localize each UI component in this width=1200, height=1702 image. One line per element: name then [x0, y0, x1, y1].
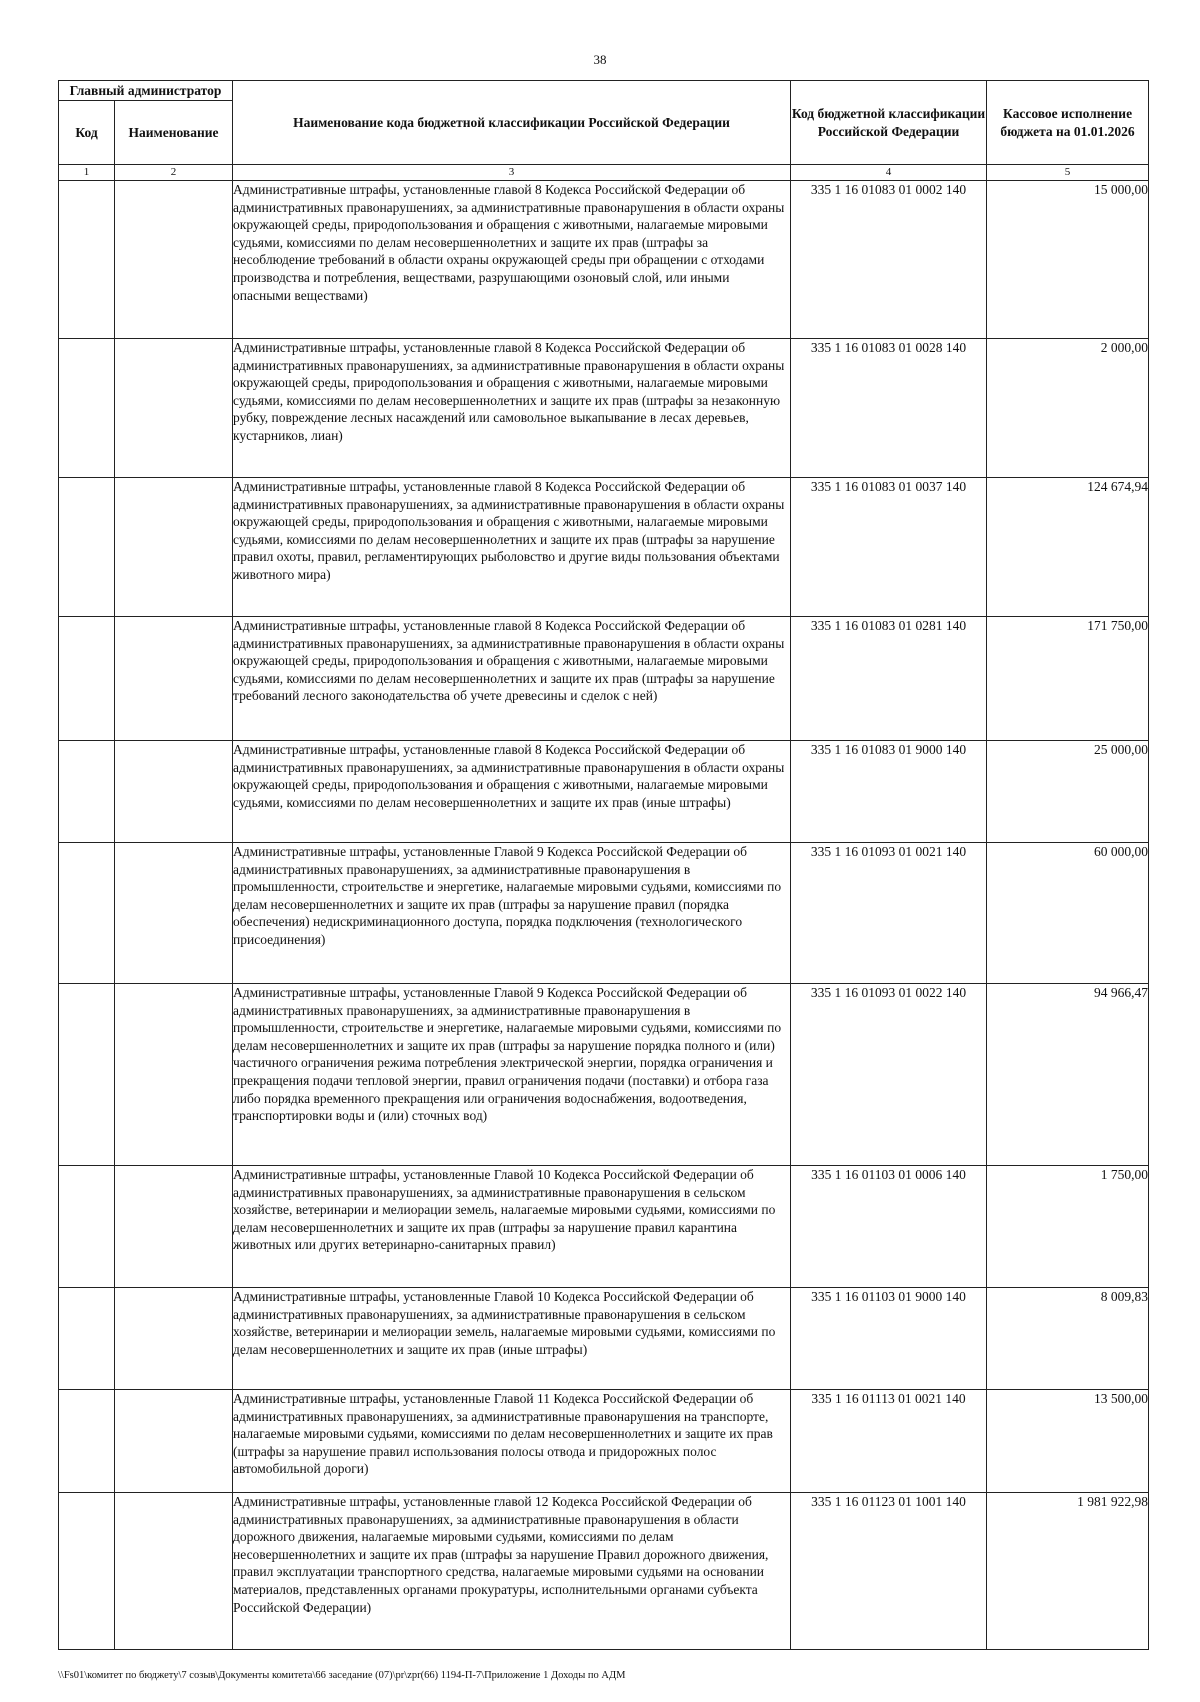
admin-code-cell	[59, 984, 115, 1166]
admin-name-cell	[115, 617, 233, 741]
admin-code-cell	[59, 478, 115, 617]
admin-code-cell	[59, 181, 115, 339]
classification-code: 335 1 16 01123 01 1001 140	[791, 1493, 987, 1650]
header-chief-administrator: Главный администратор	[59, 81, 233, 101]
classification-description: Административные штрафы, установленные главой 8 Кодекса Российской Федерации об административных правонарушениях, за административные правонарушения в области охраны окружающей среды, природопользования и обращения с животными, налагаемые мировыми судьями, комиссиями по делам несовершеннолетних и защите их прав (штрафы за нарушение правил охоты, правил, регламентирующих рыболовство и другие виды пользования объектами животного мира)	[233, 478, 791, 617]
execution-amount: 124 674,94	[987, 478, 1149, 617]
execution-amount: 8 009,83	[987, 1288, 1149, 1390]
header-classification-name: Наименование кода бюджетной классификации Российской Федерации	[233, 81, 791, 165]
execution-amount: 2 000,00	[987, 339, 1149, 478]
classification-code: 335 1 16 01083 01 0002 140	[791, 181, 987, 339]
execution-amount: 60 000,00	[987, 843, 1149, 984]
table-row	[59, 181, 1149, 339]
admin-name-cell	[115, 181, 233, 339]
page-number: 38	[593, 52, 607, 67]
header-name: Наименование	[115, 101, 233, 165]
admin-code-cell	[59, 1390, 115, 1493]
admin-name-cell	[115, 478, 233, 617]
admin-name-cell	[115, 1493, 233, 1650]
classification-description: Административные штрафы, установленные главой 8 Кодекса Российской Федерации об административных правонарушениях, за административные правонарушения в области охраны окружающей среды, природопользования и обращения с животными, налагаемые мировыми судьями, комиссиями по делам несовершеннолетних и защите их прав (штрафы за несоблюдение требований в области охраны окружающей среды при обращении с отходами производства и потребления, веществами, разрушающими озоновый слой, или иными опасными веществами)	[233, 181, 791, 339]
execution-amount: 1 750,00	[987, 1166, 1149, 1288]
admin-code-cell	[59, 617, 115, 741]
footer-file-path: \\Fs01\комитет по бюджету\7 созыв\Документы комитета\66 заседание (07)\pr\zpr(66) 1194-П-7\Приложение 1 Доходы по АДМ	[58, 1670, 626, 1681]
admin-name-cell	[115, 843, 233, 984]
classification-description: Административные штрафы, установленные главой 8 Кодекса Российской Федерации об административных правонарушениях, за административные правонарушения в области охраны окружающей среды, природопользования и обращения с животными, налагаемые мировыми судьями, комиссиями по делам несовершеннолетних и защите их прав (штрафы за нарушение требований лесного законодательства об учете древесины и сделок с ней)	[233, 617, 791, 741]
classification-code: 335 1 16 01113 01 0021 140	[791, 1390, 987, 1493]
execution-amount: 1 981 922,98	[987, 1493, 1149, 1650]
execution-amount: 171 750,00	[987, 617, 1149, 741]
admin-code-cell	[59, 1166, 115, 1288]
classification-description: Административные штрафы, установленные Главой 9 Кодекса Российской Федерации об административных правонарушениях, за административные правонарушения в промышленности, строительстве и энергетике, налагаемые мировыми судьями, комиссиями по делам несовершеннолетних и защите их прав (штрафы за нарушение правил (порядка обеспечения) недискриминационного доступа, порядка подключения (технологического присоединения)	[233, 843, 791, 984]
table-row	[59, 1166, 1149, 1288]
table-row	[59, 1288, 1149, 1390]
admin-name-cell	[115, 1390, 233, 1493]
admin-name-cell	[115, 339, 233, 478]
table-row	[59, 1390, 1149, 1493]
budget-table	[58, 80, 1149, 1650]
admin-name-cell	[115, 1166, 233, 1288]
table-row	[59, 478, 1149, 617]
header-classification-code: Код бюджетной классификации Российской Федерации	[791, 81, 987, 165]
admin-name-cell	[115, 1288, 233, 1390]
execution-amount: 94 966,47	[987, 984, 1149, 1166]
header-code: Код	[59, 101, 115, 165]
classification-description: Административные штрафы, установленные главой 12 Кодекса Российской Федерации об административных правонарушениях, за административные правонарушения в области дорожного движения, налагаемые мировыми судьями, комиссиями по делам несовершеннолетних и защите их прав (штрафы за нарушение Правил дорожного движения, правил эксплуатации транспортного средства, налагаемые мировыми судьями на основании материалов, представленных органами прокуратуры, исполнительными органами субъекта Российской Федерации)	[233, 1493, 791, 1650]
table-row	[59, 339, 1149, 478]
classification-code: 335 1 16 01083 01 9000 140	[791, 741, 987, 843]
header-cash-execution: Кассовое исполнение бюджета на 01.01.2026	[987, 81, 1149, 165]
classification-code: 335 1 16 01103 01 9000 140	[791, 1288, 987, 1390]
admin-name-cell	[115, 984, 233, 1166]
classification-code: 335 1 16 01083 01 0281 140	[791, 617, 987, 741]
column-number: 4	[791, 165, 987, 181]
classification-description: Административные штрафы, установленные Главой 10 Кодекса Российской Федерации об административных правонарушениях, за административные правонарушения в сельском хозяйстве, ветеринарии и мелиорации земель, налагаемые мировыми судьями, комиссиями по делам несовершеннолетних и защите их прав (иные штрафы)	[233, 1288, 791, 1390]
table-row	[59, 741, 1149, 843]
table-row	[59, 617, 1149, 741]
classification-description: Административные штрафы, установленные Главой 10 Кодекса Российской Федерации об административных правонарушениях, за административные правонарушения в сельском хозяйстве, ветеринарии и мелиорации земель, налагаемые мировыми судьями, комиссиями по делам несовершеннолетних и защите их прав (штрафы за нарушение правил карантина животных или других ветеринарно-санитарных правил)	[233, 1166, 791, 1288]
admin-code-cell	[59, 741, 115, 843]
classification-description: Административные штрафы, установленные главой 8 Кодекса Российской Федерации об административных правонарушениях, за административные правонарушения в области охраны окружающей среды, природопользования и обращения с животными, налагаемые мировыми судьями, комиссиями по делам несовершеннолетних и защите их прав (штрафы за незаконную рубку, повреждение лесных насаждений или самовольное выкапывание в лесах деревьев, кустарников, лиан)	[233, 339, 791, 478]
classification-code: 335 1 16 01083 01 0037 140	[791, 478, 987, 617]
classification-code: 335 1 16 01103 01 0006 140	[791, 1166, 987, 1288]
column-number-row	[59, 165, 1149, 181]
classification-code: 335 1 16 01093 01 0021 140	[791, 843, 987, 984]
classification-description: Административные штрафы, установленные Главой 11 Кодекса Российской Федерации об административных правонарушениях, за административные правонарушения на транспорте, налагаемые мировыми судьями, комиссиями по делам несовершеннолетних и защите их прав (штрафы за нарушение правил использования полосы отвода и придорожных полос автомобильной дороги)	[233, 1390, 791, 1493]
execution-amount: 15 000,00	[987, 181, 1149, 339]
admin-code-cell	[59, 843, 115, 984]
table-row	[59, 843, 1149, 984]
column-number: 2	[115, 165, 233, 181]
column-number: 3	[233, 165, 791, 181]
table-row	[59, 1493, 1149, 1650]
execution-amount: 13 500,00	[987, 1390, 1149, 1493]
admin-code-cell	[59, 1493, 115, 1650]
admin-name-cell	[115, 741, 233, 843]
table-row	[59, 984, 1149, 1166]
classification-code: 335 1 16 01093 01 0022 140	[791, 984, 987, 1166]
admin-code-cell	[59, 1288, 115, 1390]
classification-description: Административные штрафы, установленные Главой 9 Кодекса Российской Федерации об административных правонарушениях, за административные правонарушения в промышленности, строительстве и энергетике, налагаемые мировыми судьями, комиссиями по делам несовершеннолетних и защите их прав (штрафы за нарушение порядка полного и (или) частичного ограничения режима потребления электрической энергии, порядка ограничения и прекращения подачи тепловой энергии, правил ограничения подачи (поставки) и отбора газа либо порядка временного прекращения или ограничения водоснабжения, водоотведения, транспортировки воды и (или) сточных вод)	[233, 984, 791, 1166]
classification-code: 335 1 16 01083 01 0028 140	[791, 339, 987, 478]
execution-amount: 25 000,00	[987, 741, 1149, 843]
column-number: 1	[59, 165, 115, 181]
column-number: 5	[987, 165, 1149, 181]
admin-code-cell	[59, 339, 115, 478]
classification-description: Административные штрафы, установленные главой 8 Кодекса Российской Федерации об административных правонарушениях, за административные правонарушения в области охраны окружающей среды, природопользования и обращения с животными, налагаемые мировыми судьями, комиссиями по делам несовершеннолетних и защите их прав (иные штрафы)	[233, 741, 791, 843]
